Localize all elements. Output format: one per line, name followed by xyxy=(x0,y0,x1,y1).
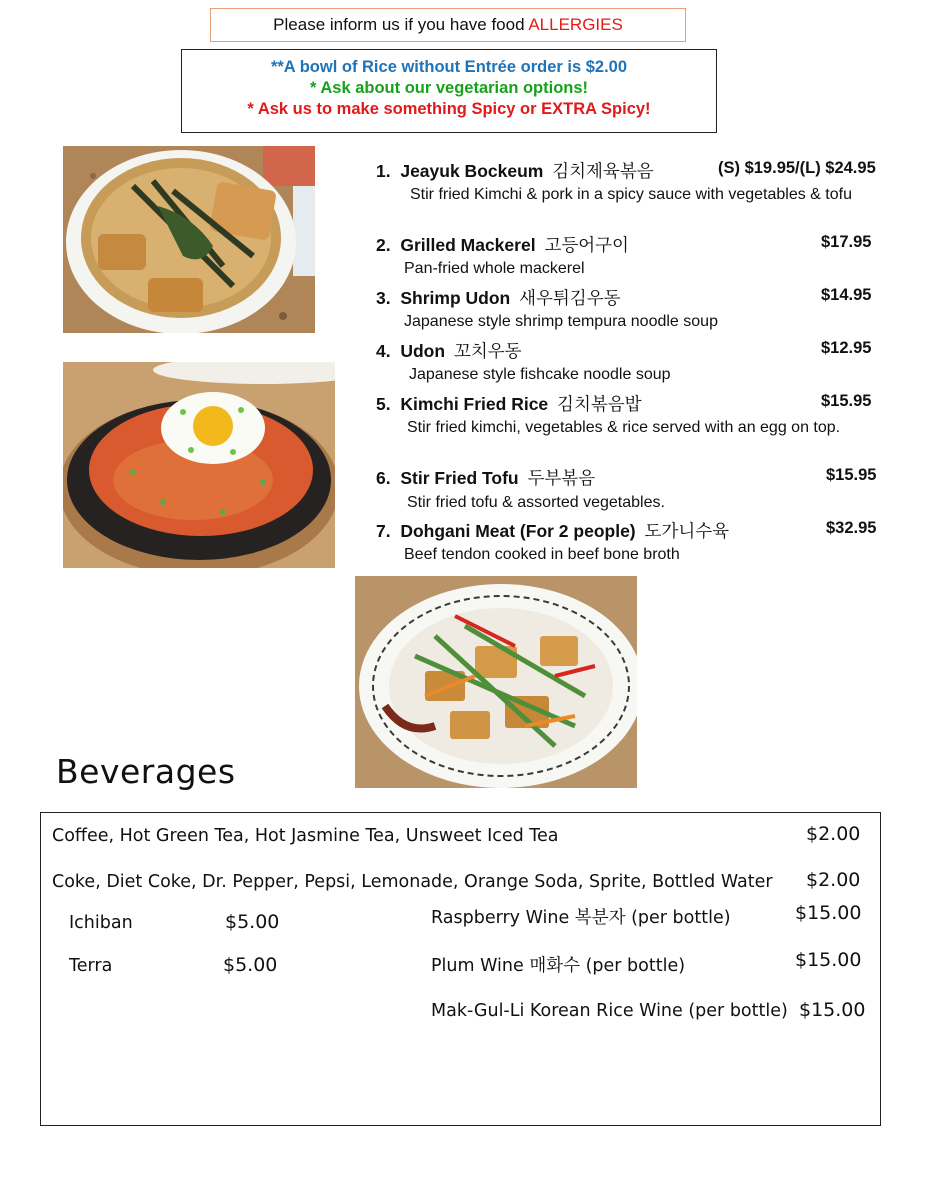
menu-item-name: Dohgani Meat (For 2 people) xyxy=(400,521,636,541)
menu-item-desc: Stir fried Kimchi & pork in a spicy sauce with vegetables & tofu xyxy=(410,186,852,203)
menu-item-number: 6. xyxy=(376,468,391,488)
allergy-highlight: ALLERGIES xyxy=(528,15,623,34)
menu-item-number: 7. xyxy=(376,521,391,541)
rice-note: **A bowl of Rice without Entrée order is $2.00 xyxy=(270,58,628,76)
menu-item-name: Kimchi Fried Rice xyxy=(400,394,549,414)
menu-item-1-title xyxy=(376,158,654,183)
menu-item-price: $32.95 xyxy=(826,519,877,537)
wine-name: Plum Wine 매화수 (per bottle) xyxy=(431,956,686,976)
menu-item-desc: Stir fried kimchi, vegetables & rice served with an egg on top. xyxy=(407,419,841,436)
menu-item-korean: 새우튀김우동 xyxy=(519,288,621,308)
menu-item-price: $15.95 xyxy=(826,466,877,484)
menu-item-korean: 두부볶음 xyxy=(527,468,596,488)
beer-price: $5.00 xyxy=(223,954,278,976)
wine-name: Raspberry Wine 복분자 (per bottle) xyxy=(431,908,731,928)
kimchi-fried-rice-photo xyxy=(63,362,335,568)
menu-item-desc: Pan-fried whole mackerel xyxy=(404,260,585,277)
spicy-note: * Ask us to make something Spicy or EXTRA Spicy! xyxy=(247,100,651,118)
wine-price: $15.00 xyxy=(799,999,866,1021)
menu-item-korean: 도가니수육 xyxy=(644,521,730,541)
menu-item-5-title xyxy=(376,391,642,416)
beverage-row-name: Coke, Diet Coke, Dr. Pepper, Pepsi, Lemonade, Orange Soda, Sprite, Bottled Water xyxy=(52,872,773,892)
wine-price: $15.00 xyxy=(795,949,862,971)
menu-item-3-title xyxy=(376,285,621,310)
menu-item-name: Shrimp Udon xyxy=(400,288,511,308)
menu-item-number: 3. xyxy=(376,288,391,308)
menu-item-name: Jeayuk Bockeum xyxy=(400,161,544,181)
menu-item-number: 1. xyxy=(376,161,391,181)
menu-item-number: 5. xyxy=(376,394,391,414)
beer-name: Terra xyxy=(69,956,113,976)
beverage-row-name: Coffee, Hot Green Tea, Hot Jasmine Tea, Unsweet Iced Tea xyxy=(52,826,559,846)
beverage-row-price: $2.00 xyxy=(806,823,861,845)
menu-item-desc: Japanese style shrimp tempura noodle soup xyxy=(404,313,718,330)
menu-item-2-title xyxy=(376,232,629,257)
allergy-notice-text: Please inform us if you have food xyxy=(273,15,529,34)
beverages-title: Beverages xyxy=(56,752,236,791)
menu-item-price: $15.95 xyxy=(821,392,872,410)
beverages-box xyxy=(40,812,881,1126)
menu-item-name: Stir Fried Tofu xyxy=(400,468,519,488)
menu-item-korean: 고등어구이 xyxy=(544,235,629,255)
udon-photo xyxy=(63,146,315,333)
menu-item-desc: Japanese style fishcake noodle soup xyxy=(409,366,671,383)
menu-item-desc: Beef tendon cooked in beef bone broth xyxy=(404,546,680,563)
stir-fried-tofu-photo xyxy=(355,576,637,788)
menu-item-korean: 김치볶음밥 xyxy=(557,394,642,414)
wine-name: Mak-Gul-Li Korean Rice Wine (per bottle) xyxy=(431,1001,788,1021)
menu-item-number: 4. xyxy=(376,341,391,361)
menu-item-name: Grilled Mackerel xyxy=(400,235,536,255)
menu-item-korean: 김치제육볶음 xyxy=(552,161,654,181)
menu-item-price: $12.95 xyxy=(821,339,872,357)
menu-item-4-title xyxy=(376,338,522,363)
menu-item-price: $17.95 xyxy=(821,233,872,251)
wine-price: $15.00 xyxy=(795,902,862,924)
notes-box xyxy=(181,49,717,133)
menu-item-price: (S) $19.95/(L) $24.95 xyxy=(718,159,876,177)
menu-item-price: $14.95 xyxy=(821,286,872,304)
menu-item-number: 2. xyxy=(376,235,391,255)
vegetarian-note: * Ask about our vegetarian options! xyxy=(309,79,589,97)
menu-item-6-title xyxy=(376,465,595,490)
beer-price: $5.00 xyxy=(225,911,280,933)
beverage-row-price: $2.00 xyxy=(806,869,861,891)
menu-item-desc: Stir fried tofu & assorted vegetables. xyxy=(407,494,665,511)
menu-item-7-title xyxy=(376,518,729,543)
allergy-notice xyxy=(210,8,686,42)
menu-item-korean: 꼬치우동 xyxy=(453,341,522,361)
beer-name: Ichiban xyxy=(69,913,133,933)
menu-item-name: Udon xyxy=(400,341,446,361)
